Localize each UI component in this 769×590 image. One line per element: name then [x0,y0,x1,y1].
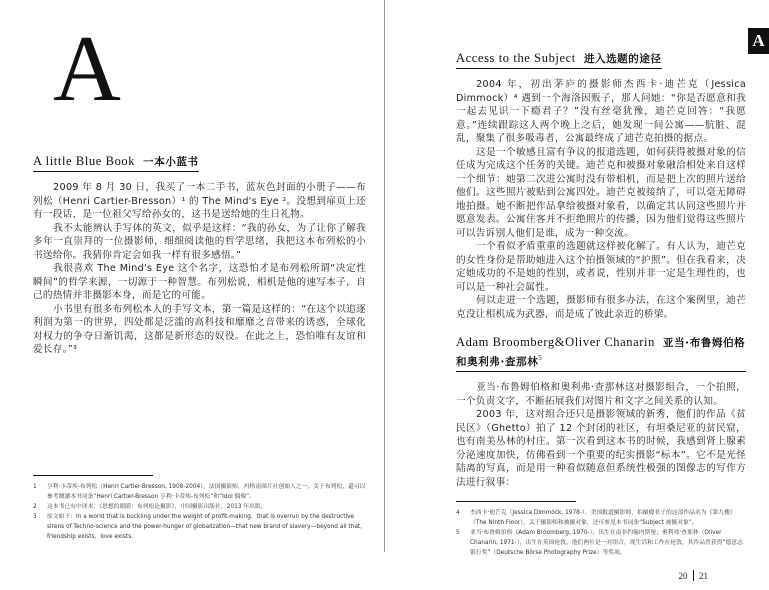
paragraph: 亚当·布鲁姆伯格和奥利弗·查那林这对摄影组合，一个拍照，一个负责文字，不断拓展我们对图片和文字之间关系的认知。 [456,382,746,407]
paragraph: 我不太能辨认手写体的英文，似乎是这样：“我的孙女，为了让你了解我多年一直崇拜的一位摄影师，细细阅读他的哲学思绪，我把这本布列松的小书送给你。我猜你肯定会如我一样有很多感悟。” [33,222,366,261]
right-page [456,0,746,590]
paragraph: 2004 年，初出茅庐的摄影师杰西卡·迪芒克（Jessica Dimmock）⁴ 遇到一个海洛因贩子，那人问她：“你是否愿意和我一起去见识一下瘾君子？”没有丝毫犹豫，迪芒克回答：“我愿意。”连续跟踪这人两个晚上之后，她发现一间公寓——肮脏、混乱，聚集了很多吸毒者，公寓最终成了迪芒克拍摄的据点。 [456,79,746,144]
heading-cn: 亚当·布鲁姆伯格和奥利弗·查那林 [456,337,746,369]
paragraph: 这是一个敏感且富有争议的报道选题，如何获得被摄对象的信任成为完成这个任务的关键。迪芒克和被摄对象融洽相处来自这样一个细节：她第二次进公寓时没有带相机，而是把上次的照片送给他们。这些照片被贴到公寓四处。迪芒克被接纳了，可以毫无障碍地拍摄。她不断把作品拿给被摄对象看，以确定其认同这些照片并愿意发表。公寓住客并不拒绝照片的传播，因为他们觉得这些照片可以告诉别人他们是谁，成为一种交流。 [456,146,746,239]
footnotes [456,489,746,558]
body-text [33,181,366,357]
page-number-left: 20 [678,571,688,582]
section-heading [456,51,662,69]
paragraph: 小书里有很多布列松本人的手写文本，第一篇是这样的：“在这个以追逐利润为第一的世界，四处都是泛滥的高科技和靡靡之音带来的诱惑，全球化对权力的争夺日渐饥渴，这都是新形态的奴役。在此之上，恐怕唯有友谊和爱长存。”³ [33,303,366,355]
heading-cn: 一本小蓝书 [143,156,199,168]
left-page [33,0,366,552]
paragraph: 我很喜欢 The Mind's Eye 这个名字，这恐怕才是布列松所谓“决定性瞬间”的哲学来源，一切源于一种智慧。布列松说，相机是他的速写本子，自己的热情并非摄影本身，而是它的可能。 [33,263,366,301]
heading-en: Access to the Subject [456,51,576,65]
section-blue-book [33,150,366,357]
footnote [33,482,366,502]
footnote [456,508,746,528]
page-number-divider [693,570,695,581]
footnote-text: 杰西卡·迪芒克（Jessica Dimmock, 1978-），美国报道摄影师，拍摄瘾君子的这部作品名为《第九楼》（The Ninth Floor），关于摄影师和被摄对象，还可参见本书词条“Subject 被摄对象”。 [470,510,736,527]
paragraph: 2009 年 8 月 30 日，我买了一本二手书，蓝灰色封面的小册子——布列松（Henri Cartier-Bresson）¹ 的 The Mind's Eye ²。没想到扉页上还有一段话，是一位祖父写给孙女的，这书是送给她的生日礼物。 [33,182,366,220]
footnote-number: 1 [33,484,37,490]
footnote-number: 3 [33,514,37,520]
heading-en: Adam Broomberg&Oliver Chanarin [456,335,655,349]
footnotes [33,463,366,542]
footnote [33,512,366,542]
paragraph: 2003 年，这对组合还只是摄影领域的新秀，他们的作品《贫民区》（Ghetto）拍了 12 个封闭的社区，有坦桑尼亚的贫民窟，也有南美丛林的村庄。第一次看到这本书的时候，我感到肾上腺素分泌速度加快，仿佛看到一个重要的纪实摄影“标本”。它不是光怪陆离的写真，而是用一种看似随意但系统性极强的图像志的写作方法进行叙事： [456,409,746,488]
heading-cn: 进入选题的途径 [583,53,662,65]
footnote-number: 5 [456,530,460,537]
section-access [456,47,746,321]
footnote-rule [33,475,153,476]
page-gutter [384,0,385,552]
heading-en: A little Blue Book [33,154,136,168]
chapter-tab: A [748,28,769,54]
footnote [33,502,366,512]
chapter-letter: A [53,17,121,121]
section-broomberg-chanarin [456,335,746,489]
footnote-number: 4 [456,510,460,517]
section-heading [33,154,199,172]
page-numbers [456,570,746,582]
footnote-rule [456,501,576,502]
footnote [456,528,746,558]
section-heading [456,335,746,372]
footnote-text: 亚当·布鲁姆伯格（Adam Broomberg, 1970-），出生在南非约翰内斯堡；奥利弗·查那林（Oliver Chanarin, 1971-），出生在英国伦敦。他们两位是一对组合，现生活和工作在伦敦，其作品曾获得“德意志银行奖”（Deutsche Börse Photography Prize）等奖项。 [470,530,743,557]
footnote-text: 原文如下：In a world that is buckling under the weight of profit-making，that is overrun by the destructive sirens of Techno-science and the power-hunger of globalization—that new brand of slavery—beyond all that，friendship exists，love exists. [47,514,367,540]
body-text [456,381,746,489]
paragraph: 一个看似矛盾重重的选题就这样被化解了。有人认为，迪芒克的女性身份是帮助她进入这个拍摄领域的“护照”。但在我看来，决定她成功的不是她的性别，或者说，性别并非一定是生理性的，也可以是一种社会属性。 [456,241,746,293]
footnote-text: 亨利·卡蒂埃-布列松（Henri Cartier-Bresson, 1908-2004），法国摄影师，玛格南图片社创始人之一。关于布列松，還可以參考閱讀本书词条“Henri Cartier-Bresson 亨利·卡蒂埃-布列松”和“Idol 偶像”。 [47,484,366,500]
paragraph: 何以走进一个选题，摄影师有很多办法，在这个案例里，迪芒克没让相机成为武器，而是成了彼此亲近的桥梁。 [456,295,746,320]
footnote-number: 2 [33,504,37,510]
page-number-right: 21 [699,571,708,582]
body-text [456,78,746,321]
footnote-ref: 5 [538,354,543,362]
footnote-text: 这本书已有中译本，《思想的眼睛：布列松论摄影》，中国摄影出版社，2013 年出版。 [47,504,267,510]
